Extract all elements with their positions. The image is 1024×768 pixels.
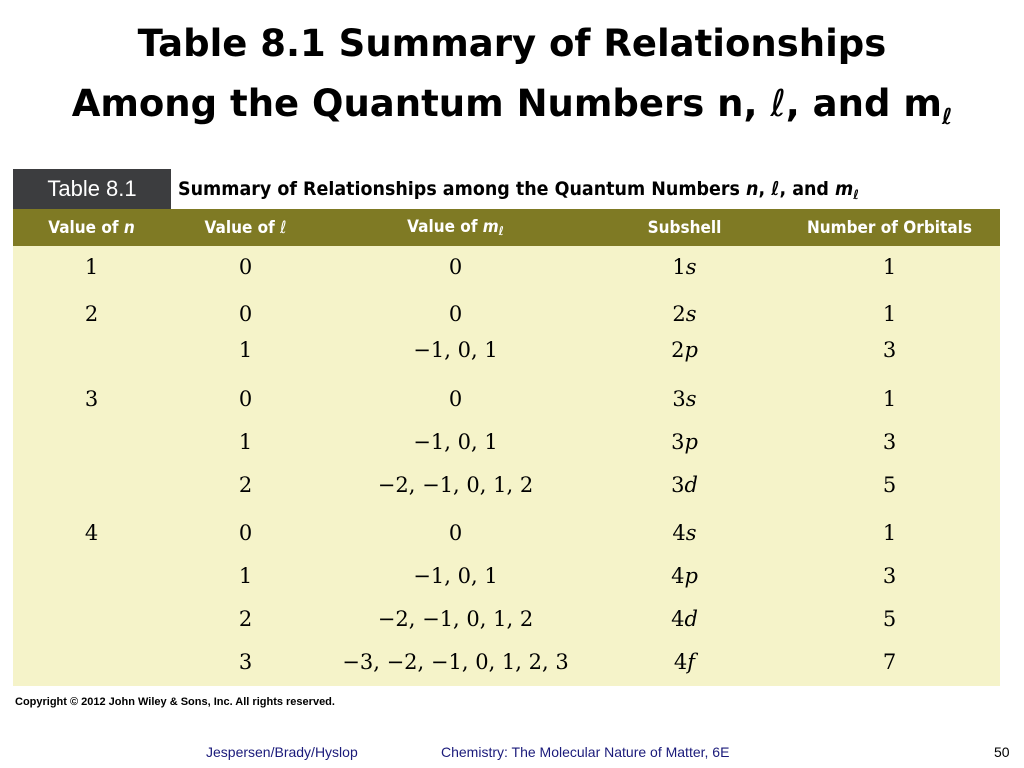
cell-l: 0	[238, 302, 253, 326]
cell-orbitals: 1	[882, 302, 897, 326]
cell-orbitals: 3	[882, 564, 897, 588]
subshell-letter: p	[684, 564, 698, 588]
slide-title-subscript: ℓ	[941, 105, 953, 130]
subshell-letter: p	[684, 430, 698, 454]
subshell-letter: s	[685, 521, 697, 545]
page-number: 50	[994, 744, 1010, 760]
subshell-letter: s	[685, 255, 697, 279]
cell-n	[13, 336, 170, 364]
cell-l: 1	[238, 564, 253, 588]
subshell-letter: d	[684, 607, 698, 631]
cell-l: 3	[238, 650, 253, 674]
slide-title-line2-prefix: Among the Quantum Numbers n,	[71, 82, 771, 125]
subshell-number: 4	[673, 650, 688, 674]
cell-m: −2, −1, 0, 1, 2	[377, 607, 534, 631]
table-header-row	[13, 209, 1000, 246]
cell-orbitals: 3	[882, 430, 897, 454]
cell-m: 0	[448, 387, 463, 411]
cell-l: 2	[238, 473, 253, 497]
subshell-letter: s	[685, 387, 697, 411]
subshell-number: 4	[672, 521, 686, 545]
table-row	[13, 648, 1000, 676]
cell-orbitals: 5	[882, 473, 897, 497]
table-row	[13, 253, 1000, 281]
table-caption-row	[13, 169, 1000, 209]
subshell-number: 4	[671, 607, 685, 631]
cell-subshell	[590, 385, 779, 413]
caption-subscript: ℓ	[853, 188, 859, 203]
cell-l: 0	[238, 255, 253, 279]
subshell-number: 2	[671, 338, 685, 362]
cell-l: 1	[238, 338, 253, 362]
subshell-letter: f	[687, 650, 696, 674]
caption-sep1: ,	[758, 178, 772, 200]
caption-sep2: , and	[779, 178, 836, 200]
header-value-n	[21, 218, 162, 238]
cell-n: 1	[84, 255, 99, 279]
header-m-var: m	[482, 217, 499, 237]
cell-m: 0	[448, 302, 463, 326]
cell-n	[13, 428, 170, 456]
cell-orbitals: 1	[882, 521, 897, 545]
cell-l: 0	[238, 387, 253, 411]
subshell-letter: d	[684, 473, 698, 497]
subshell-number: 4	[671, 564, 685, 588]
cell-orbitals: 1	[882, 255, 897, 279]
cell-n: 4	[84, 521, 99, 545]
header-m-label: Value of	[407, 217, 483, 237]
table-row	[13, 428, 1000, 456]
table-label: Table 8.1	[13, 169, 171, 209]
cell-m: −1, 0, 1	[413, 338, 498, 362]
footer-authors: Jespersen/Brady/Hyslop	[206, 744, 358, 760]
header-subshell: Subshell	[647, 217, 722, 238]
cell-subshell	[590, 562, 779, 590]
header-n-var: n	[123, 217, 135, 238]
header-value-l	[178, 218, 314, 238]
table-row	[13, 519, 1000, 547]
cell-n: 3	[84, 387, 99, 411]
subshell-number: 1	[672, 255, 686, 279]
cell-m: 0	[448, 255, 463, 279]
cell-subshell	[590, 300, 779, 328]
slide-title-line2-mid: , and m	[785, 82, 942, 125]
cell-l: 2	[238, 607, 253, 631]
subshell-number: 3	[672, 387, 686, 411]
cell-n	[13, 648, 170, 676]
cell-subshell	[590, 605, 779, 633]
cell-orbitals: 3	[882, 338, 897, 362]
cell-subshell	[590, 336, 779, 364]
header-number-of-orbitals: Number of Orbitals	[806, 217, 973, 238]
slide-title	[0, 14, 1024, 148]
cell-subshell	[590, 428, 779, 456]
table-row	[13, 385, 1000, 413]
table-row	[13, 300, 1000, 328]
subshell-number: 3	[671, 473, 685, 497]
header-l-label: Value of	[204, 217, 281, 238]
cell-m: −1, 0, 1	[413, 564, 498, 588]
subshell-number: 2	[672, 302, 686, 326]
quantum-numbers-table-figure	[13, 169, 1000, 686]
caption-ell: ℓ	[771, 178, 780, 200]
cell-orbitals: 7	[882, 650, 897, 674]
subshell-letter: s	[685, 302, 697, 326]
slide-title-line1: Table 8.1 Summary of Relationships	[137, 22, 887, 65]
cell-subshell	[590, 519, 779, 547]
subshell-letter: p	[684, 338, 698, 362]
table-row	[13, 562, 1000, 590]
cell-m: −2, −1, 0, 1, 2	[377, 473, 534, 497]
footer-book-title: Chemistry: The Molecular Nature of Matter, 6E	[441, 744, 730, 760]
copyright-notice: Copyright © 2012 John Wiley & Sons, Inc. All rights reserved.	[15, 696, 335, 708]
cell-orbitals: 5	[882, 607, 897, 631]
table-caption	[178, 169, 859, 209]
table-row	[13, 336, 1000, 364]
cell-n	[13, 605, 170, 633]
subshell-number: 3	[671, 430, 685, 454]
slide-title-ell: ℓ	[770, 82, 786, 125]
header-n-label: Value of	[48, 217, 124, 238]
header-l-var: ℓ	[280, 217, 287, 238]
cell-n: 2	[84, 302, 99, 326]
cell-orbitals: 1	[882, 387, 897, 411]
table-body	[13, 246, 1000, 686]
cell-m: −3, −2, −1, 0, 1, 2, 3	[342, 650, 569, 674]
cell-l: 0	[238, 521, 253, 545]
cell-l: 1	[238, 430, 253, 454]
header-m-sub: ℓ	[498, 224, 504, 238]
cell-n	[13, 562, 170, 590]
caption-m: m	[835, 178, 854, 200]
cell-subshell	[590, 648, 779, 676]
cell-m: 0	[448, 521, 463, 545]
caption-n: n	[746, 178, 759, 200]
table-row	[13, 605, 1000, 633]
table-row	[13, 471, 1000, 499]
cell-m: −1, 0, 1	[413, 430, 498, 454]
caption-prefix: Summary of Relationships among the Quantum Numbers	[178, 178, 747, 200]
cell-subshell	[590, 471, 779, 499]
header-value-m	[334, 217, 576, 238]
cell-subshell	[590, 253, 779, 281]
cell-n	[13, 471, 170, 499]
